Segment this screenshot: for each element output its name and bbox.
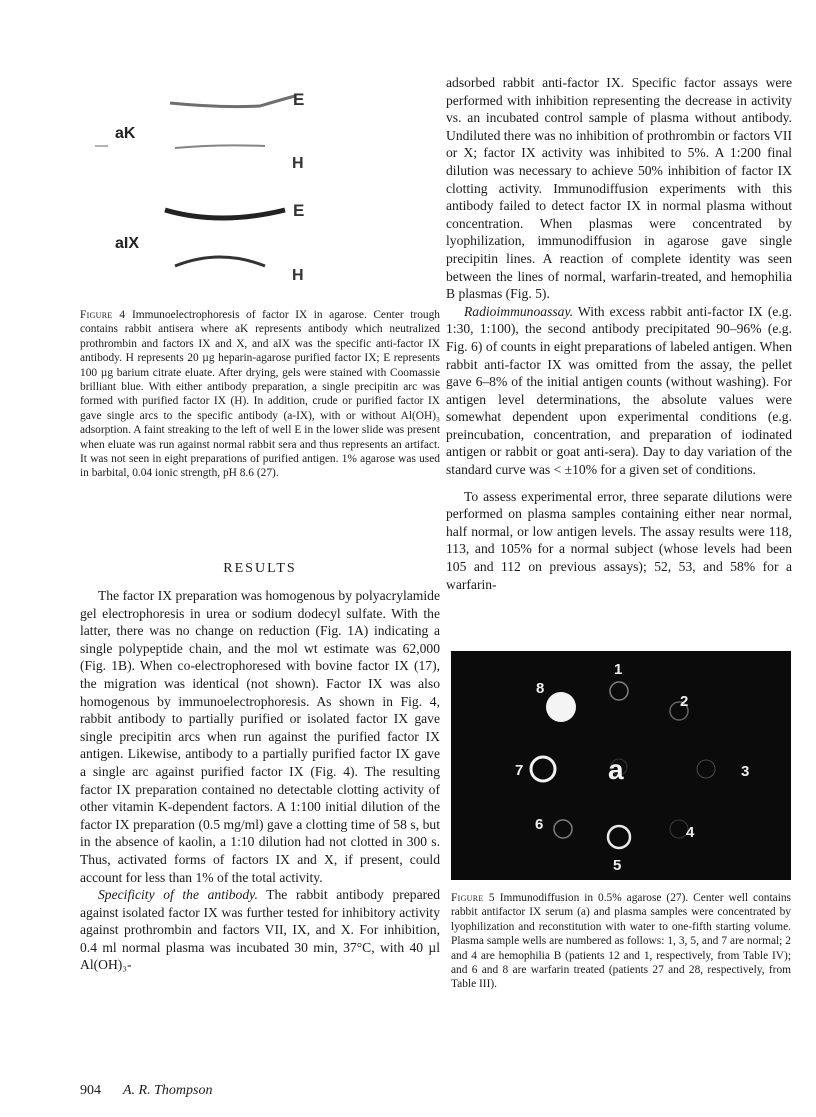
figure-5-caption: [451, 891, 791, 992]
antibody-paragraph: adsorbed rabbit anti-factor IX. Specific factor assays were performed with inhibition representing the decrease in activity vs. an incubated control sample of plasma without antibody. Undiluted there was no inhibition of prothrombin or factors VII or X; factor IX activity was inhibited to 5%. A 1:200 final dilution was necessary to achieve 50% inhibition of factor IX clotting activity. Immunodiffusion experiments with this antibody failed to detect factor IX in normal plasma without concentration. When plasmas were concentrated by lyophilization, immunodiffusion in agarose gave single precipitin lines. A reaction of complete identity was seen between the lines of normal, warfarin-treated, and hemophilia B plasmas (Fig. 5).: [446, 75, 792, 302]
radioimmunoassay-text: With excess rabbit anti-factor IX (e.g. 1:30, 1:100), the second antibody precipitated 90–96% (e.g. Fig. 6) of counts in eight preparations of labeled antigen. When rabbit anti-factor IX was omitted from the assay, the pellet gave 6–8% of the initial antigen counts (without washing). For antigen level determinations, the absolute values were somewhat dependent upon experimental conditions (e.g. preincubation, concentration, and preparation of iodinated antigen or rabbit or goat anti-sera). Day to day variation of the standard curve was < ±10% for a given set of conditions.: [446, 303, 792, 478]
results-paragraph-1: The factor IX preparation was homogenous by polyacrylamide gel electrophoresis in urea or sodium dodecyl sulfate. With the latter, there was no change on reduction (Fig. 1A) indicating a single polypeptide chain, and the mol wt estimate was 62,000 (Fig. 1B). When co-electrophoresed with bovine factor IX (17), the migration was identical (not shown). Factor IX was also homogenous by immunoelectrophoresis. As shown in Fig. 4, rabbit antibody to partially purified or isolated factor IX gave single precipitin arcs when run against the purified factor IX antigen. Likewise, antibody to a partially purified factor IX gave a single arc against purified factor IX (Fig. 4). The resulting factor IX preparation contained no detectable clotting activity of other vitamin K-dependent factors. A 1:100 initial dilution of the factor IX preparation (0.5 mg/ml) gave a clotting time of 58 s, but in the absence of kaolin, a 1:10 dilution had not clotted in 300 s. Thus, activated forms of factors IX and X, if present, could account for less than 1% of the total activity.: [80, 588, 440, 885]
well-label-7: 7: [515, 762, 524, 779]
radioimmunoassay-paragraph: [446, 303, 792, 479]
figure-4-caption-text: Immunoelectrophoresis of factor IX in agarose. Center trough contains rabbit antisera where aK represents antibody which neutralized prothrombin and factors IX and X, and aIX was the specific anti-factor IX antibody. H represents 20 µg heparin-agarose purified factor IX; E represents 100 µg barium citrate eluate. After drying, gels were stained with Coomassie brilliant blue. With either antibody preparation, a single precipitin arc was formed with purified factor IX (H). In addition, crude or purified factor IX gave single arcs to the specific antibody (a-IX), with or without Al(OH)₃ adsorption. A faint streaking to the left of well E in the lower slide was present when eluate was run against normal rabbit sera and thus represents an artifact. It was not seen in eight preparations of purified antigen. 1% agarose was used in barbital, 0.04 ionic strength, pH 8.6 (27).: [80, 309, 440, 480]
experimental-error-paragraph: To assess experimental error, three separate dilutions were performed on plasma samples containing either near normal, half normal, or low antigen levels. The assay results were 118, 113, and 105% for a normal subject (whose levels had been 105 and 112 on previous assays); 52, 53, and 58% for a warfarin-: [446, 488, 792, 592]
page-number: 904: [80, 1083, 101, 1098]
well-label-8: 8: [536, 680, 545, 697]
arc-upper-h: [175, 145, 265, 148]
well-8: [546, 692, 576, 722]
specificity-text: The rabbit antibody prepared against isolated factor IX was further tested for inhibitory activity against prothrombin and factors VII, IX, and X. For inhibition, 0.4 ml normal plasma was incubated 30 min, 37°C, with 40 µl Al(OH)₃-: [80, 887, 440, 973]
specificity-heading: Specificity of the antibody.: [98, 887, 258, 903]
radioimmunoassay-heading: Radioimmunoassay.: [464, 303, 574, 319]
label-e-upper: E: [293, 90, 305, 109]
specificity-paragraph: [80, 886, 440, 974]
results-heading: RESULTS: [223, 561, 297, 576]
figure-5-caption-text: Immunodiffusion in 0.5% agarose (27). Center well contains rabbit antifactor IX serum (a) and plasma samples were concentrated by lyophilization and reconstitution with water to one-fifth starting volume. Plasma sample wells are numbered as follows: 1, 3, 5, and 7 are normal; 2 and 4 are hemophilia B (patients 12 and 1, respectively, from Table IV); and 6 and 8 are warfarin treated (patients 27 and 28, respectively, from Table III).: [451, 892, 791, 991]
well-label-1: 1: [614, 661, 623, 678]
arc-lower-h: [175, 257, 265, 266]
page-footer: [80, 1083, 212, 1099]
figure-4-image: [80, 78, 440, 298]
figure-4-caption: [80, 308, 440, 481]
well-label-6: 6: [535, 816, 544, 833]
well-label-3: 3: [741, 763, 750, 780]
well-label-center: a: [608, 754, 624, 785]
arc-lower-e: [165, 210, 285, 218]
label-h-upper: H: [292, 155, 304, 172]
arc-upper-e: [170, 96, 295, 107]
figure-4-caption-label: Figure 4: [80, 309, 126, 321]
running-author: A. R. Thompson: [123, 1083, 213, 1098]
well-label-4: 4: [686, 824, 695, 841]
left-column-body: [80, 587, 440, 974]
label-ak: aK: [115, 125, 136, 142]
right-column-body: [446, 74, 792, 593]
label-h-lower: H: [292, 267, 304, 284]
figure-5-caption-label: Figure 5: [451, 892, 495, 904]
well-label-5: 5: [613, 857, 622, 874]
label-e-lower: E: [293, 201, 305, 220]
label-aix: aIX: [115, 235, 140, 252]
well-label-2: 2: [680, 693, 689, 710]
figure-5-image: [451, 651, 791, 880]
